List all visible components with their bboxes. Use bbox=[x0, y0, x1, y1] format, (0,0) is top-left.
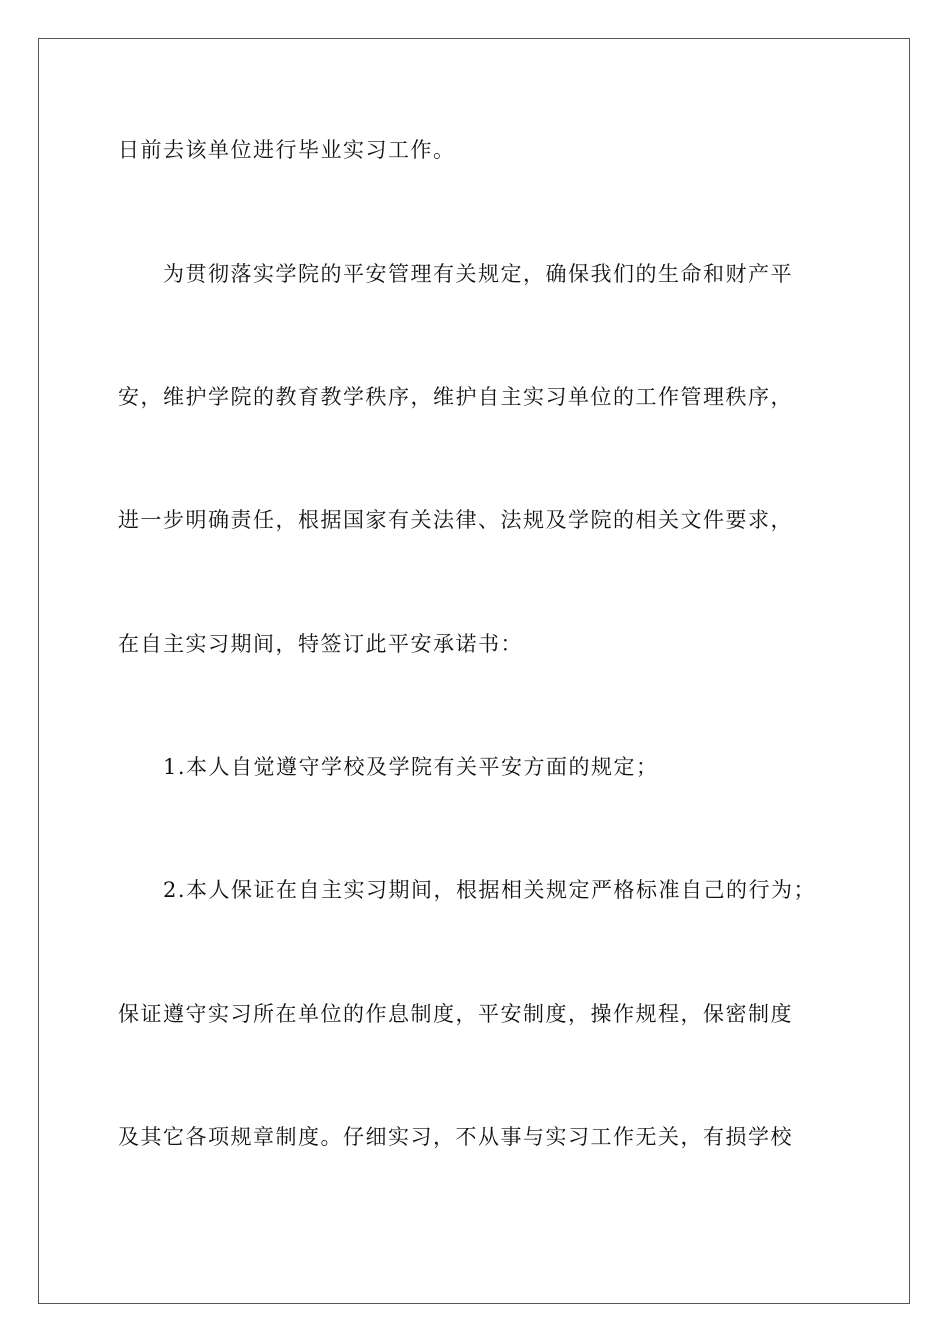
text-line-4: 进一步明确责任，根据国家有关法律、法规及学院的相关文件要求， bbox=[118, 508, 793, 532]
text-line-9: 及其它各项规章制度。仔细实习，不从事与实习工作无关，有损学校 bbox=[118, 1125, 793, 1149]
text-line-5: 在自主实习期间，特签订此平安承诺书： bbox=[118, 632, 523, 656]
text-line-7: 2.本人保证在自主实习期间，根据相关规定严格标准自己的行为； bbox=[118, 878, 817, 902]
text-line-2: 为贯彻落实学院的平安管理有关规定，确保我们的生命和财产平 bbox=[118, 262, 793, 286]
text-line-1: 日前去该单位进行毕业实习工作。 bbox=[118, 138, 456, 162]
text-line-3: 安，维护学院的教育教学秩序，维护自主实习单位的工作管理秩序， bbox=[118, 385, 793, 409]
page-frame bbox=[38, 38, 910, 1304]
text-line-6: 1.本人自觉遵守学校及学院有关平安方面的规定； bbox=[118, 755, 659, 779]
text-line-8: 保证遵守实习所在单位的作息制度，平安制度，操作规程，保密制度 bbox=[118, 1002, 793, 1026]
